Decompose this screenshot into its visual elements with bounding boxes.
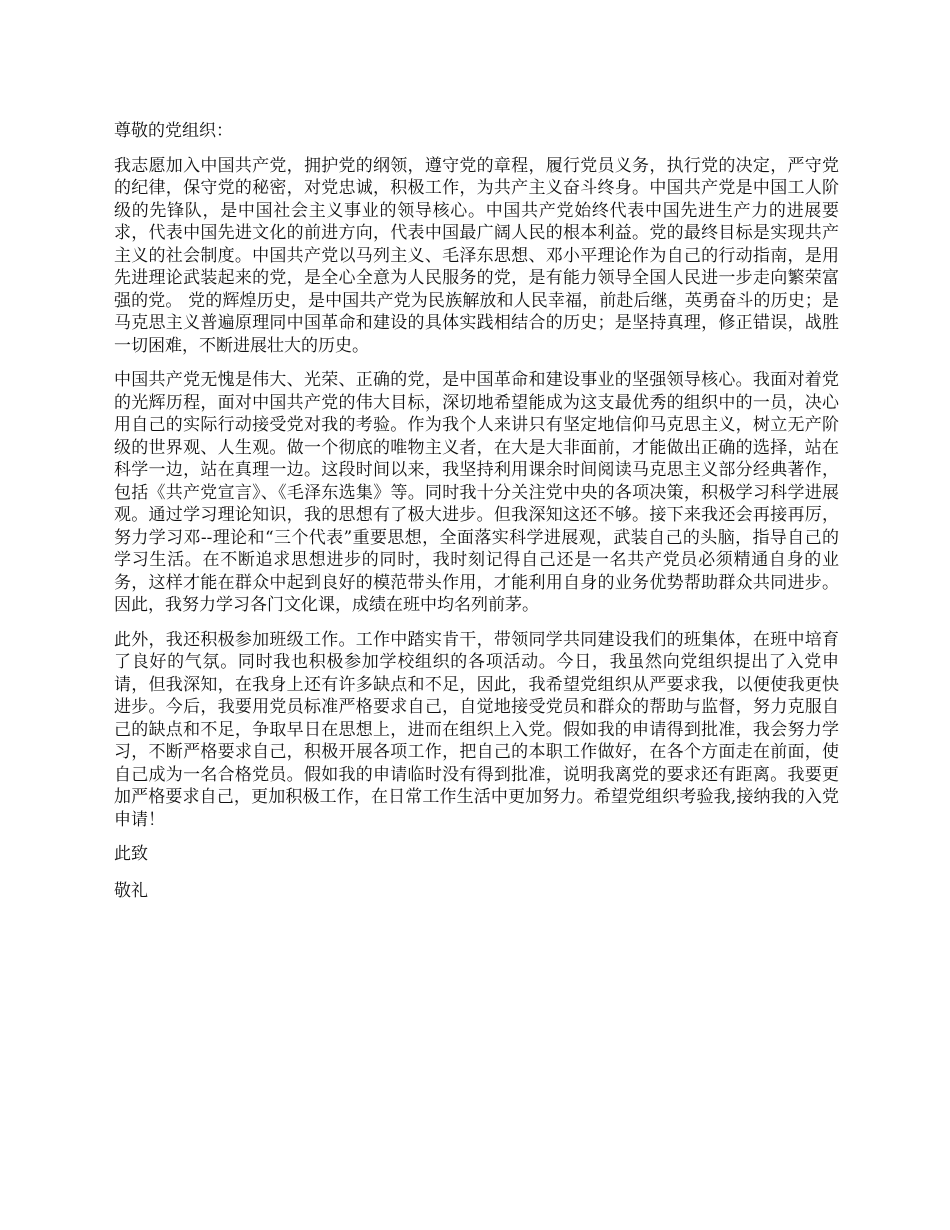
letter-page [114,120,839,916]
paragraph-1: 我志愿加入中国共产党，拥护党的纲领，遵守党的章程，履行党员义务，执行党的决定，严守党的纪律，保守党的秘密，对党忠诚，积极工作，为共产主义奋斗终身。中国共产党是中国工人阶级的先锋队，是中国社会主义事业的领导核心。中国共产党始终代表中国先进生产力的进展要求，代表中国先进文化的前进方向，代表中国最广阔人民的根本利益。党的最终目标是实现共产主义的社会制度。中国共产党以马列主义、毛泽东思想、邓小平理论作为自己的行动指南，是用先进理论武装起来的党，是全心全意为人民服务的党，是有能力领导全国人民进一步走向繁荣富强的党。 党的辉煌历史，是中国共产党为民族解放和人民幸福，前赴后继，英勇奋斗的历史；是马克思主义普遍原理同中国革命和建设的具体实践相结合的历史；是坚持真理，修正错误，战胜一切困难，不断进展壮大的历史。 [114,155,839,356]
paragraph-2: 中国共产党无愧是伟大、光荣、正确的党，是中国革命和建设事业的坚强领导核心。我面对着党的光辉历程，面对中国共产党的伟大目标，深切地希望能成为这支最优秀的组织中的一员，决心用自己的实际行动接受党对我的考验。作为我个人来讲只有坚定地信仰马克思主义，树立无产阶级的世界观、人生观。做一个彻底的唯物主义者，在大是大非面前，才能做出正确的选择，站在科学一边，站在真理一边。这段时间以来，我坚持利用课余时间阅读马克思主义部分经典著作，包括《共产党宣言》、《毛泽东选集》等。同时我十分关注党中央的各项决策，积极学习科学进展观。通过学习理论知识，我的思想有了极大进步。但我深知这还不够。接下来我还会再接再厉，努力学习邓--理论和“三个代表”重要思想，全面落实科学进展观，武装自己的头脑，指导自己的学习生活。在不断追求思想进步的同时，我时刻记得自己还是一名共产党员必须精通自身的业务，这样才能在群众中起到良好的模范带头作用，才能利用自身的业务优势帮助群众共同进步。因此，我努力学习各门文化课，成绩在班中均名列前茅。 [114,370,839,615]
closing-greeting: 此致 [114,844,148,864]
paragraph-3: 此外，我还积极参加班级工作。工作中踏实肯干，带领同学共同建设我们的班集体，在班中培育了良好的气氛。同时我也积极参加学校组织的各项活动。今日，我虽然向党组织提出了入党申请，但我深知，在我身上还有许多缺点和不足，因此，我希望党组织从严要求我，以便使我更快进步。今后，我要用党员标准严格要求自己，自觉地接受党员和群众的帮助与监督，努力克服自己的缺点和不足，争取早日在思想上，进而在组织上入党。假如我的申请得到批准，我会努力学习，不断严格要求自己，积极开展各项工作，把自己的本职工作做好，在各个方面走在前面，使自己成为一名合格党员。假如我的申请临时没有得到批准，说明我离党的要求还有距离。我要更加严格要求自己，更加积极工作，在日常工作生活中更加努力。希望党组织考验我,接纳我的入党申请！ [114,629,839,830]
closing-salute: 敬礼 [114,880,148,901]
salutation: 尊敬的党组织： [114,121,233,141]
